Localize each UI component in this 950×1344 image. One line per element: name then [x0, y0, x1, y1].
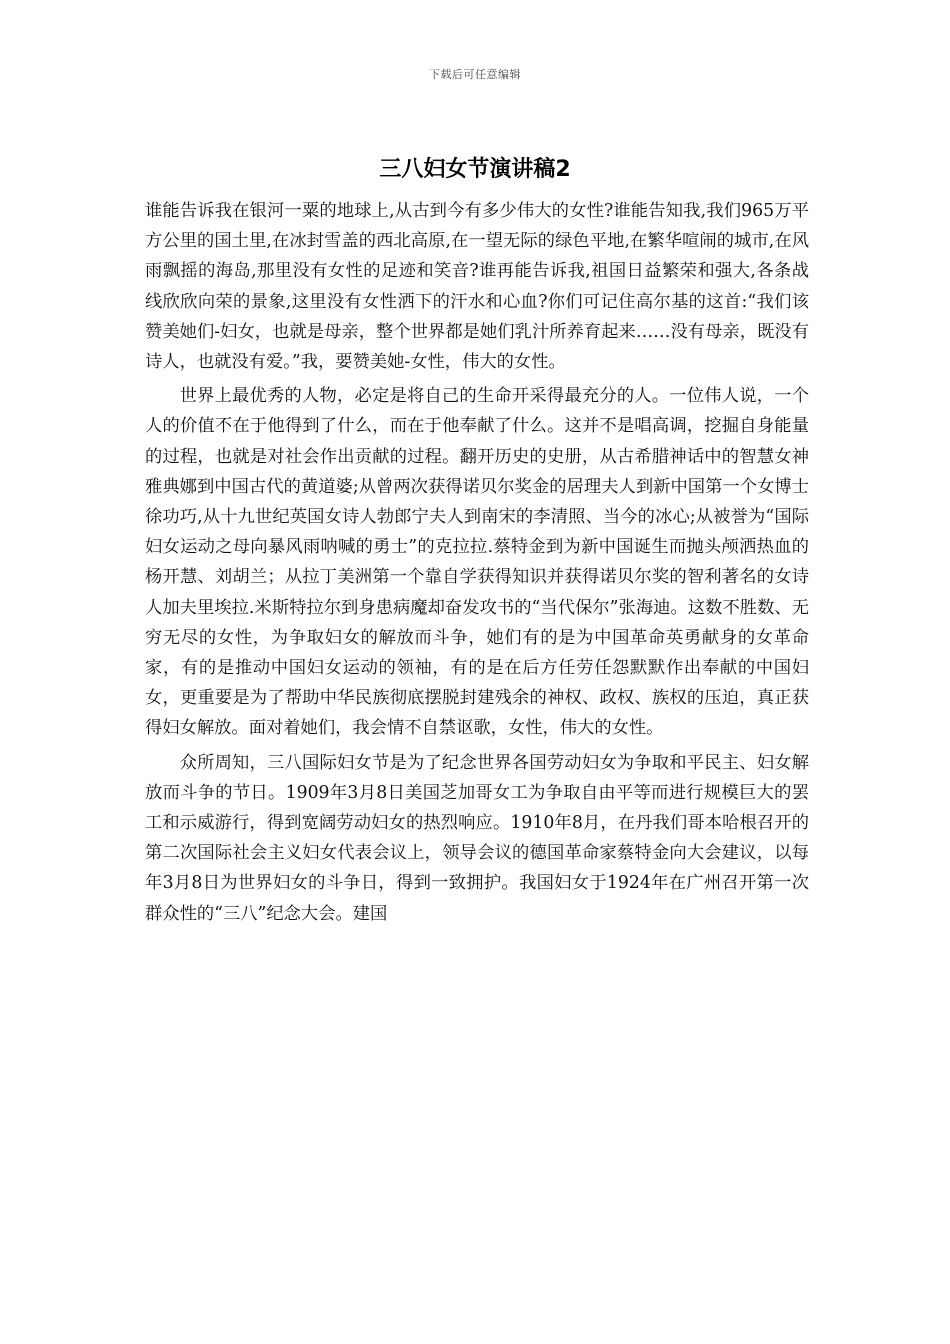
- paragraph-3: 众所周知，三八国际妇女节是为了纪念世界各国劳动妇女为争取和平民主、妇女解放而斗争的节日。1909年3月8日美国芝加哥女工为争取自由平等而进行规模巨大的罢工和示威游行，得到宽阔劳动妇女的热烈响应。1910年8月，在丹我们哥本哈根召开的第二次国际社会主义妇女代表会议上，领导会议的德国革命家蔡特金向大会建议，以每年3月8日为世界妇女的斗争日，得到一致拥护。我国妇女于1924年在广州召开第一次群众性的“三八”纪念大会。建国: [145, 752, 809, 924]
- paragraph-2: 世界上最优秀的人物，必定是将自己的生命开采得最充分的人。一位伟人说，一个人的价值不在于他得到了什么，而在于他奉献了什么。这并不是唱高调，挖掘自身能量的过程，也就是对社会作出贡献的过程。翻开历史的史册，从古希腊神话中的智慧女神雅典娜到中国古代的黄道婆;从曾两次获得诺贝尔奖金的居理夫人到新中国第一个女博士徐功巧,从十九世纪英国女诗人勃郎宁夫人到南宋的李清照、当今的冰心;从被誉为“国际妇女运动之母向暴风雨呐喊的勇士”的克拉拉.蔡特金到为新中国诞生而抛头颅洒热血的杨开慧、刘胡兰；从拉丁美洲第一个靠自学获得知识并获得诺贝尔奖的智利著名的女诗人加夫里埃拉.米斯特拉尔到身患病魔却奋发攻书的“当代保尔”张海迪。这数不胜数、无穷无尽的女性，为争取妇女的解放而斗争，她们有的是为中国革命英勇献身的女革命家，有的是推动中国妇女运动的领袖，有的是在后方任劳任怨默默作出奉献的中国妇女，更重要是为了帮助中华民族彻底摆脱封建残余的神权、政权、族权的压迫，真正获得妇女解放。面对着她们，我会情不自禁讴歌，女性，伟大的女性。: [145, 386, 809, 739]
- document-title: 三八妇女节演讲稿2: [379, 157, 571, 182]
- paragraph-1: 谁能告诉我在银河一粟的地球上,从古到今有多少伟大的女性?谁能告知我,我们965万平方公里的国土里,在冰封雪盖的西北高原,在一望无际的绿色平地,在繁华喧闹的城市,在风雨飘摇的海岛,那里没有女性的足迹和笑音?谁再能告诉我,祖国日益繁荣和强大,各条战线欣欣向荣的景象,这里没有女性洒下的汗水和心血?你们可记住高尔基的这首:“我们该赞美她们-妇女，也就是母亲，整个世界都是她们乳汁所养育起来……没有母亲，既没有诗人，也就没有爱。”我，要赞美她-女性，伟大的女性。: [145, 201, 809, 373]
- document-body: [145, 196, 809, 933]
- header-note: 下载后可任意编辑: [429, 68, 521, 81]
